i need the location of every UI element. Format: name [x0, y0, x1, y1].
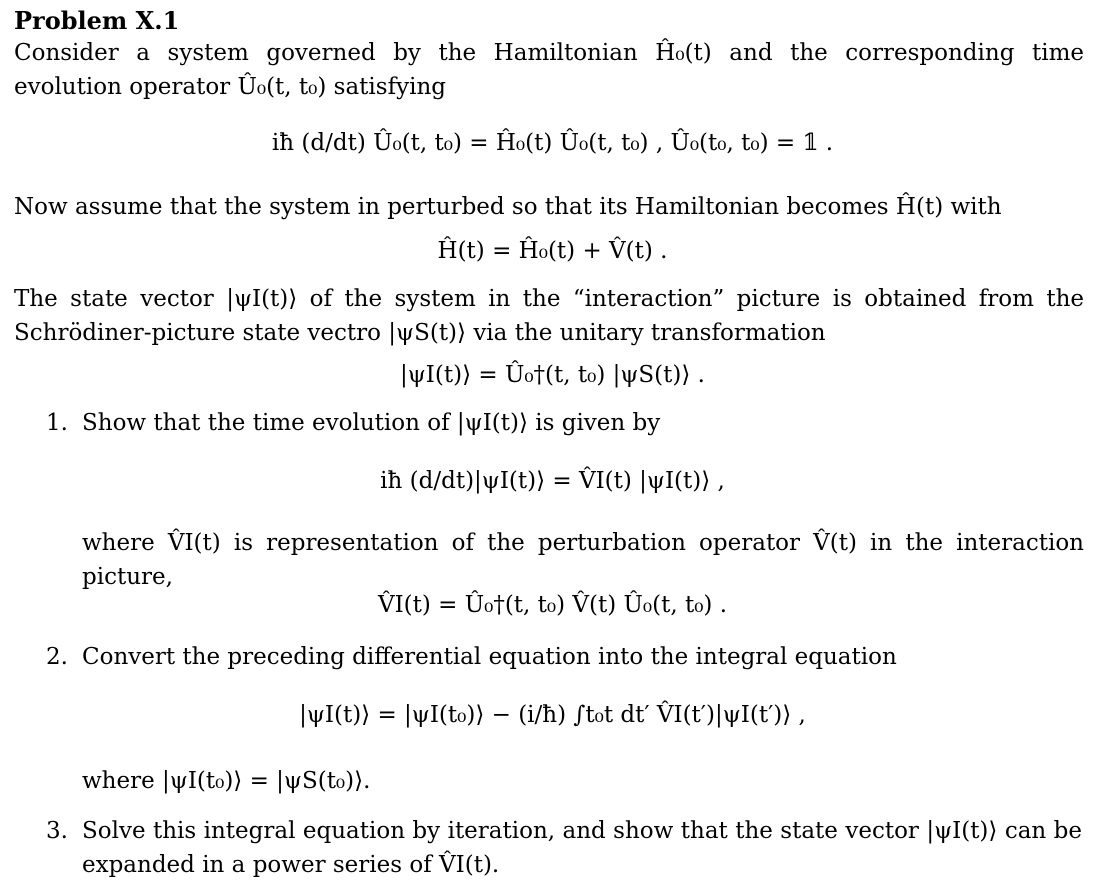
equation-interaction-potential: V̂I(t) = Û₀†(t, t₀) V̂(t) Û₀(t, t₀) . — [377, 592, 728, 618]
equation-schrodinger-interaction: iħ (d/dt)|ψI(t)⟩ = V̂I(t) |ψI(t)⟩ , — [380, 468, 725, 494]
equation-interaction-state: |ψI(t)⟩ = Û₀†(t, t₀) |ψS(t)⟩ . — [400, 362, 705, 388]
equation-hamiltonian: Ĥ(t) = Ĥ₀(t) + V̂(t) . — [437, 238, 668, 264]
list-item-number: 1. — [46, 410, 68, 436]
equation-evolution-operator: iħ (d/dt) Û₀(t, t₀) = Ĥ₀(t) Û₀(t, t₀) , Û₀(t₀, t₀) = 𝟙 . — [271, 130, 834, 156]
intro-paragraph: Consider a system governed by the Hamiltonian Ĥ₀(t) and the corresponding time evolution operator Û₀(t, t₀) satisfying — [14, 40, 1084, 100]
initial-condition-text: where |ψI(t₀)⟩ = |ψS(t₀)⟩. — [82, 768, 371, 794]
list-item-number: 3. — [46, 818, 68, 844]
list-item-text: Convert the preceding differential equation into the integral equation — [82, 644, 897, 670]
interaction-definition-text: where V̂I(t) is representation of the perturbation operator V̂(t) in the interaction picture, — [82, 530, 1084, 590]
state-vector-paragraph: The state vector |ψI(t)⟩ of the system in the “interaction” picture is obtained from the Schrödiner-picture state vectro |ψS(t)⟩ via the unitary transformation — [14, 286, 1084, 346]
equation-integral: |ψI(t)⟩ = |ψI(t₀)⟩ − (i/ħ) ∫t₀t dt′ V̂I(t′)|ψI(t′)⟩ , — [299, 702, 806, 728]
perturbation-paragraph: Now assume that the system in perturbed so that its Hamiltonian becomes Ĥ(t) with — [14, 194, 1002, 220]
problem-title: Problem X.1 — [14, 6, 180, 35]
list-item-text: Show that the time evolution of |ψI(t)⟩ is given by — [82, 410, 661, 436]
list-item-number: 2. — [46, 644, 68, 670]
list-item-text: Solve this integral equation by iteration, and show that the state vector |ψI(t)⟩ can be expanded in a power series of V̂I(t). — [82, 818, 1082, 878]
